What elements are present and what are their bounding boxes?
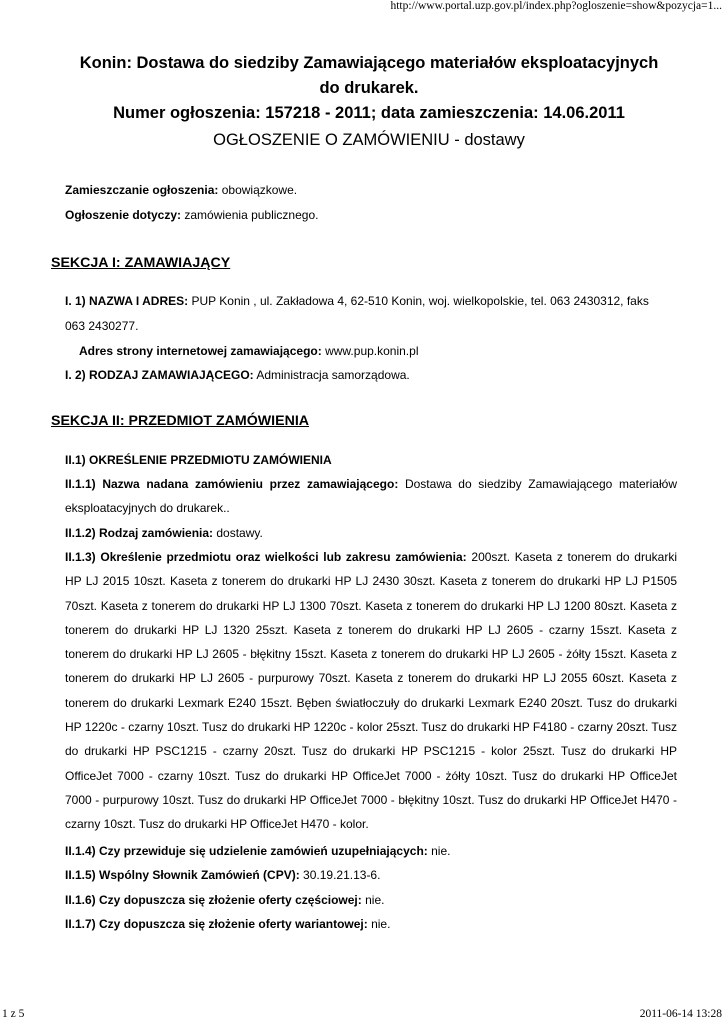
subject-subheading	[65, 448, 332, 472]
contracting-type-row	[65, 363, 410, 387]
item-112-label: II.1.2) Rodzaj zamówienia:	[65, 526, 214, 540]
website-row	[79, 339, 418, 363]
concerns-row	[65, 203, 318, 227]
website-label: Adres strony internetowej zamawiającego:	[79, 344, 322, 358]
print-header-url: http://www.portal.uzp.gov.pl/index.php?ogloszenie=show&pozycja=1...	[390, 0, 722, 12]
item-111	[65, 472, 677, 521]
subject-subheading-text: II.1) OKREŚLENIE PRZEDMIOTU ZAMÓWIENIA	[65, 453, 332, 467]
item-113-label: II.1.3) Określenie przedmiotu oraz wielkości lub zakresu zamówienia:	[65, 550, 467, 564]
item-113-value: 200szt. Kaseta z tonerem do drukarki HP LJ 2015 10szt. Kaseta z tonerem do drukarki HP LJ 2430 30szt. Kaseta z tonerem do drukarki HP LJ P1505 70szt. Kaseta z tonerem do drukarki HP LJ 1300 70szt. Kaseta z tonerem do drukarki HP LJ 1200 80szt. Kaseta z tonerem do drukarki HP LJ 1320 25szt. Kaseta z tonerem do drukarki HP LJ 2605 - czarny 15szt. Kaseta z tonerem do drukarki HP LJ 2605 - błękitny 15szt. Kaseta z tonerem do drukarki HP LJ 2605 - żółty 15szt. Kaseta z tonerem do drukarki HP LJ 2605 - purpurowy 70szt. Kaseta z tonerem do drukarki HP LJ 2055 60szt. Kaseta z tonerem do drukarki Lexmark E240 15szt. Bęben światłoczuły do drukarki Lexmark E240 20szt. Tusz do drukarki HP 1220c - czarny 10szt. Tusz do drukarki HP 1220c - kolor 25szt. Tusz do drukarki HP F4180 - czarny 20szt. Tusz do drukarki HP PSC1215 - czarny 20szt. Tusz do drukarki HP PSC1215 - kolor 25szt. Tusz do drukarki HP OfficeJet 7000 - czarny 10szt. Tusz do drukarki HP OfficeJet 7000 - żółty 10szt. Tusz do drukarki HP OfficeJet 7000 - purpurowy 10szt. Tusz do drukarki HP OfficeJet 7000 - błękitny 10szt. Tusz do drukarki HP OfficeJet H470 - czarny 10szt. Tusz do drukarki HP OfficeJet H470 - kolor.	[65, 550, 677, 832]
contracting-name-value: PUP Konin , ul. Zakładowa 4, 62-510 Konin, woj. wielkopolskie, tel. 063 2430312, faks	[191, 294, 649, 308]
item-117	[65, 912, 390, 936]
contracting-name-label: I. 1) NAZWA I ADRES:	[65, 294, 189, 308]
item-114-label: II.1.4) Czy przewiduje się udzielenie zamówień uzupełniających:	[65, 844, 428, 858]
item-116	[65, 888, 384, 912]
item-112	[65, 521, 263, 545]
contracting-name-row	[65, 289, 649, 313]
item-114	[65, 839, 450, 863]
contracting-fax-value: 063 2430277.	[65, 319, 139, 333]
placement-row	[65, 178, 297, 202]
item-114-value: nie.	[431, 844, 451, 858]
item-117-label: II.1.7) Czy dopuszcza się złożenie oferty wariantowej:	[65, 917, 368, 931]
item-116-value: nie.	[365, 893, 385, 907]
section1-heading: SEKCJA I: ZAMAWIAJĄCY	[51, 255, 231, 271]
print-datetime: 2011-06-14 13:28	[639, 1008, 722, 1020]
title-line-3: Numer ogłoszenia: 157218 - 2011; data zamieszczenia: 14.06.2011	[113, 104, 625, 122]
section2-heading: SEKCJA II: PRZEDMIOT ZAMÓWIENIA	[51, 413, 310, 429]
placement-label: Zamieszczanie ogłoszenia:	[65, 183, 219, 197]
title-line-2: do drukarek.	[319, 79, 419, 97]
concerns-label: Ogłoszenie dotyczy:	[65, 208, 182, 222]
item-117-value: nie.	[371, 917, 391, 931]
item-115-label: II.1.5) Wspólny Słownik Zamówień (CPV):	[65, 868, 300, 882]
item-112-value: dostawy.	[216, 526, 263, 540]
item-111-value: Dostawa do siedziby Zamawiającego materiałów eksploatacyjnych do drukarek..	[65, 477, 677, 516]
title-line-1: Konin: Dostawa do siedziby Zamawiającego materiałów eksploatacyjnych	[79, 54, 659, 72]
document-title	[40, 51, 698, 153]
contracting-type-value: Administracja samorządowa.	[256, 368, 410, 382]
website-value: www.pup.konin.pl	[325, 344, 419, 358]
document-subtitle: OGŁOSZENIE O ZAMÓWIENIU - dostawy	[213, 131, 525, 149]
item-115	[65, 863, 380, 887]
item-115-value: 30.19.21.13-6.	[303, 868, 381, 882]
page-number: 1 z 5	[2, 1008, 25, 1020]
contracting-type-label: I. 2) RODZAJ ZAMAWIAJĄCEGO:	[65, 368, 254, 382]
item-116-label: II.1.6) Czy dopuszcza się złożenie oferty częściowej:	[65, 893, 362, 907]
item-111-label: II.1.1) Nazwa nadana zamówieniu przez zamawiającego:	[65, 477, 399, 491]
concerns-value: zamówienia publicznego.	[184, 208, 319, 222]
item-113	[65, 545, 677, 837]
placement-value: obowiązkowe.	[221, 183, 298, 197]
contracting-name-row-cont	[65, 314, 138, 338]
